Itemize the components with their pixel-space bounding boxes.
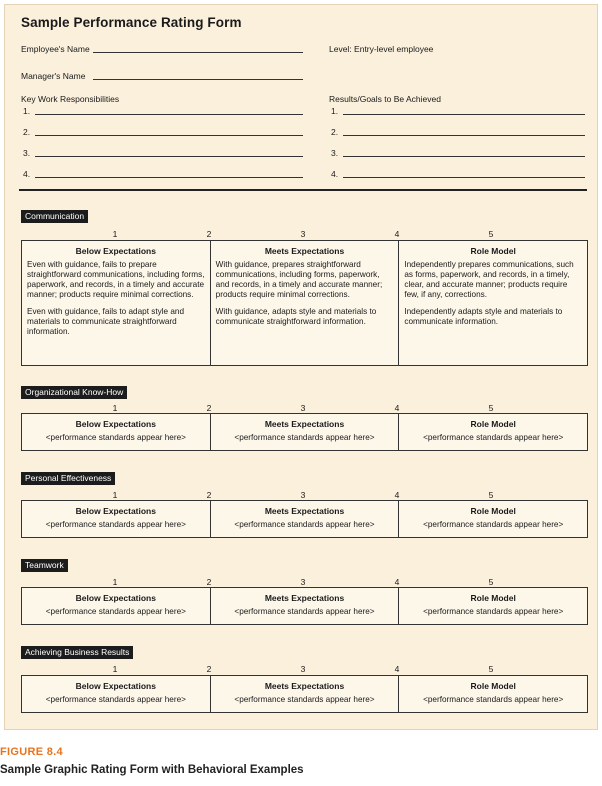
personal-effectiveness-role-model[interactable] <box>398 501 587 537</box>
column-header: Meets Expectations <box>264 681 345 691</box>
achieving-business-results-role-model[interactable] <box>398 676 587 712</box>
scale-num-4: 4 <box>394 664 400 674</box>
column-header: Below Expectations <box>75 246 156 256</box>
section-tag-communication: Communication <box>21 210 88 223</box>
communication-below-expectations[interactable] <box>22 241 210 365</box>
results-line-2[interactable] <box>343 135 585 136</box>
performance-standards-placeholder: <performance standards appear here> <box>423 695 564 704</box>
column-header: Below Expectations <box>75 419 156 429</box>
teamwork-below-expectations[interactable] <box>22 588 210 624</box>
communication-rating-table <box>21 240 588 366</box>
column-header: Meets Expectations <box>264 593 345 603</box>
communication-role-model[interactable] <box>398 241 587 365</box>
scale-num-2: 2 <box>206 229 212 239</box>
results-num-1: 1. <box>331 106 339 116</box>
standard-text: Even with guidance, fails to prepare straightforward communications, including forms, paperwork, and records, in a timely and accurate manner; products require minimal corrections. <box>27 260 205 299</box>
manager-name-label: Manager's Name <box>21 71 86 81</box>
section-divider <box>19 189 587 191</box>
scale-num-5: 5 <box>488 403 494 413</box>
performance-standards-placeholder: <performance standards appear here> <box>45 433 186 442</box>
column-header: Below Expectations <box>75 506 156 516</box>
scale-num-5: 5 <box>488 490 494 500</box>
personal-effectiveness-meets-expectations[interactable] <box>210 501 399 537</box>
performance-standards-placeholder: <performance standards appear here> <box>45 607 186 616</box>
performance-standards-placeholder: <performance standards appear here> <box>45 520 186 529</box>
scale-num-2: 2 <box>206 664 212 674</box>
column-header: Meets Expectations <box>264 506 345 516</box>
employee-name-label: Employee's Name <box>21 44 90 54</box>
column-header: Role Model <box>470 593 516 603</box>
column-header: Role Model <box>470 419 516 429</box>
figure-number: FIGURE 8.4 <box>0 746 63 758</box>
scale-num-1: 1 <box>112 577 118 587</box>
results-num-3: 3. <box>331 148 339 158</box>
scale-num-2: 2 <box>206 490 212 500</box>
standard-text: Independently prepares communications, such as forms, paperwork, and records, in a timely, clear, and accurate manner; products require few, if any, corrections. <box>404 260 574 299</box>
achieving-business-results-below-expectations[interactable] <box>22 676 210 712</box>
manager-name-line[interactable] <box>93 79 303 80</box>
teamwork-meets-expectations[interactable] <box>210 588 399 624</box>
performance-standards-placeholder: <performance standards appear here> <box>423 520 564 529</box>
section-tag-organizational-know-how: Organizational Know-How <box>21 386 127 399</box>
column-header: Meets Expectations <box>264 419 345 429</box>
key-work-line-1[interactable] <box>35 114 303 115</box>
achieving-business-results-rating-table <box>21 675 588 713</box>
scale-num-1: 1 <box>112 403 118 413</box>
scale-num-4: 4 <box>394 403 400 413</box>
performance-standards-placeholder: <performance standards appear here> <box>423 433 564 442</box>
organizational-know-how-rating-table <box>21 413 588 451</box>
scale-num-3: 3 <box>300 664 306 674</box>
rating-form-sheet <box>4 4 598 730</box>
column-header: Below Expectations <box>75 593 156 603</box>
column-header: Role Model <box>470 506 516 516</box>
key-work-line-3[interactable] <box>35 156 303 157</box>
results-line-4[interactable] <box>343 177 585 178</box>
section-tag-teamwork: Teamwork <box>21 559 68 572</box>
column-header: Role Model <box>470 681 516 691</box>
results-num-2: 2. <box>331 127 339 137</box>
performance-standards-placeholder: <performance standards appear here> <box>423 607 564 616</box>
performance-standards-placeholder: <performance standards appear here> <box>234 433 375 442</box>
scale-num-1: 1 <box>112 664 118 674</box>
section-tag-personal-effectiveness: Personal Effectiveness <box>21 472 115 485</box>
scale-num-4: 4 <box>394 490 400 500</box>
teamwork-rating-table <box>21 587 588 625</box>
standard-text: With guidance, adapts style and materials to communicate straightforward information. <box>215 307 377 326</box>
results-line-3[interactable] <box>343 156 585 157</box>
scale-num-3: 3 <box>300 490 306 500</box>
key-work-num-4: 4. <box>23 169 31 179</box>
key-work-label: Key Work Responsibilities <box>21 94 120 104</box>
results-num-4: 4. <box>331 169 339 179</box>
performance-standards-placeholder: <performance standards appear here> <box>234 695 375 704</box>
organizational-know-how-meets-expectations[interactable] <box>210 414 399 450</box>
teamwork-role-model[interactable] <box>398 588 587 624</box>
scale-num-5: 5 <box>488 664 494 674</box>
performance-standards-placeholder: <performance standards appear here> <box>234 607 375 616</box>
scale-num-2: 2 <box>206 577 212 587</box>
column-header: Below Expectations <box>75 681 156 691</box>
scale-num-5: 5 <box>488 229 494 239</box>
key-work-line-4[interactable] <box>35 177 303 178</box>
form-title: Sample Performance Rating Form <box>21 15 242 30</box>
scale-num-5: 5 <box>488 577 494 587</box>
key-work-num-1: 1. <box>23 106 31 116</box>
column-header: Role Model <box>470 246 516 256</box>
organizational-know-how-below-expectations[interactable] <box>22 414 210 450</box>
figure-caption: Sample Graphic Rating Form with Behavioral Examples <box>0 764 304 776</box>
results-line-1[interactable] <box>343 114 585 115</box>
communication-meets-expectations[interactable] <box>210 241 399 365</box>
performance-standards-placeholder: <performance standards appear here> <box>234 520 375 529</box>
scale-num-4: 4 <box>394 229 400 239</box>
personal-effectiveness-rating-table <box>21 500 588 538</box>
scale-num-2: 2 <box>206 403 212 413</box>
employee-name-line[interactable] <box>93 52 303 53</box>
scale-num-1: 1 <box>112 229 118 239</box>
scale-num-3: 3 <box>300 229 306 239</box>
key-work-num-2: 2. <box>23 127 31 137</box>
scale-num-3: 3 <box>300 403 306 413</box>
section-tag-achieving-business-results: Achieving Business Results <box>21 646 133 659</box>
standard-text: With guidance, prepares straightforward communications, including forms, paperwork, and records, in a timely and accurate manner; products require minimal corrections. <box>215 260 383 299</box>
key-work-line-2[interactable] <box>35 135 303 136</box>
results-label: Results/Goals to Be Achieved <box>329 94 441 104</box>
standard-text: Even with guidance, fails to adapt style and materials to communicate straightforward information. <box>27 307 185 336</box>
scale-num-4: 4 <box>394 577 400 587</box>
column-header: Meets Expectations <box>264 246 345 256</box>
performance-standards-placeholder: <performance standards appear here> <box>45 695 186 704</box>
organizational-know-how-role-model[interactable] <box>398 414 587 450</box>
scale-num-3: 3 <box>300 577 306 587</box>
achieving-business-results-meets-expectations[interactable] <box>210 676 399 712</box>
scale-num-1: 1 <box>112 490 118 500</box>
level-label: Level: Entry-level employee <box>329 44 434 54</box>
key-work-num-3: 3. <box>23 148 31 158</box>
personal-effectiveness-below-expectations[interactable] <box>22 501 210 537</box>
standard-text: Independently adapts style and materials to communicate information. <box>404 307 563 326</box>
